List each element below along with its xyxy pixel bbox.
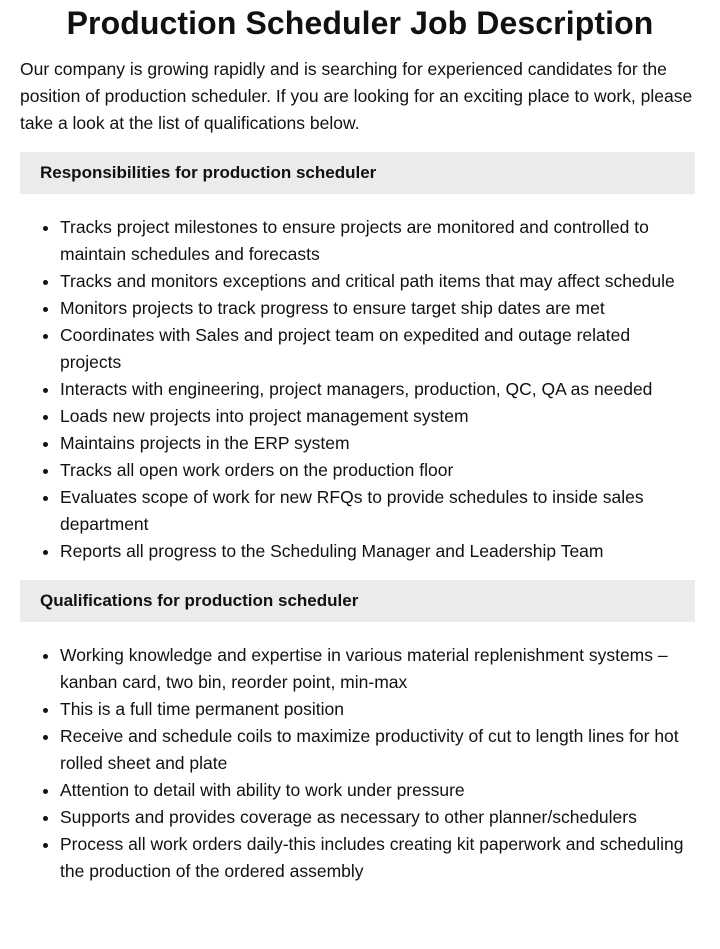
list-item: • Reports all progress to the Scheduling Manager and Leadership Team	[60, 538, 695, 565]
responsibilities-list	[20, 214, 695, 565]
list-item: • Coordinates with Sales and project team on expedited and outage related projects	[60, 322, 695, 376]
list-item: • Process all work orders daily-this includes creating kit paperwork and scheduling the production of the ordered assembly	[60, 831, 695, 885]
page-title: Production Scheduler Job Description	[66, 5, 654, 41]
list-item: • Tracks project milestones to ensure projects are monitored and controlled to maintain schedules and forecasts	[60, 214, 695, 268]
qualifications-list	[20, 642, 695, 885]
list-item: • Supports and provides coverage as necessary to other planner/schedulers	[60, 804, 695, 831]
list-item: • This is a full time permanent position	[60, 696, 695, 723]
list-item: • Tracks all open work orders on the production floor	[60, 457, 695, 484]
list-item: • Receive and schedule coils to maximize productivity of cut to length lines for hot rolled sheet and plate	[60, 723, 695, 777]
intro-paragraph: Our company is growing rapidly and is searching for experienced candidates for the position of production scheduler. If you are looking for an exciting place to work, please take a look at the list of qualifications below.	[20, 59, 693, 133]
qualifications-heading: Qualifications for production scheduler	[20, 580, 695, 622]
list-item: • Loads new projects into project management system	[60, 403, 695, 430]
list-item: • Tracks and monitors exceptions and critical path items that may affect schedule	[60, 268, 695, 295]
responsibilities-heading: Responsibilities for production scheduler	[20, 152, 695, 194]
list-item: • Evaluates scope of work for new RFQs to provide schedules to inside sales department	[60, 484, 695, 538]
list-item: • Working knowledge and expertise in various material replenishment systems – kanban card, two bin, reorder point, min-max	[60, 642, 695, 696]
list-item: • Interacts with engineering, project managers, production, QC, QA as needed	[60, 376, 695, 403]
list-item: • Attention to detail with ability to work under pressure	[60, 777, 695, 804]
list-item: • Monitors projects to track progress to ensure target ship dates are met	[60, 295, 695, 322]
list-item: • Maintains projects in the ERP system	[60, 430, 695, 457]
